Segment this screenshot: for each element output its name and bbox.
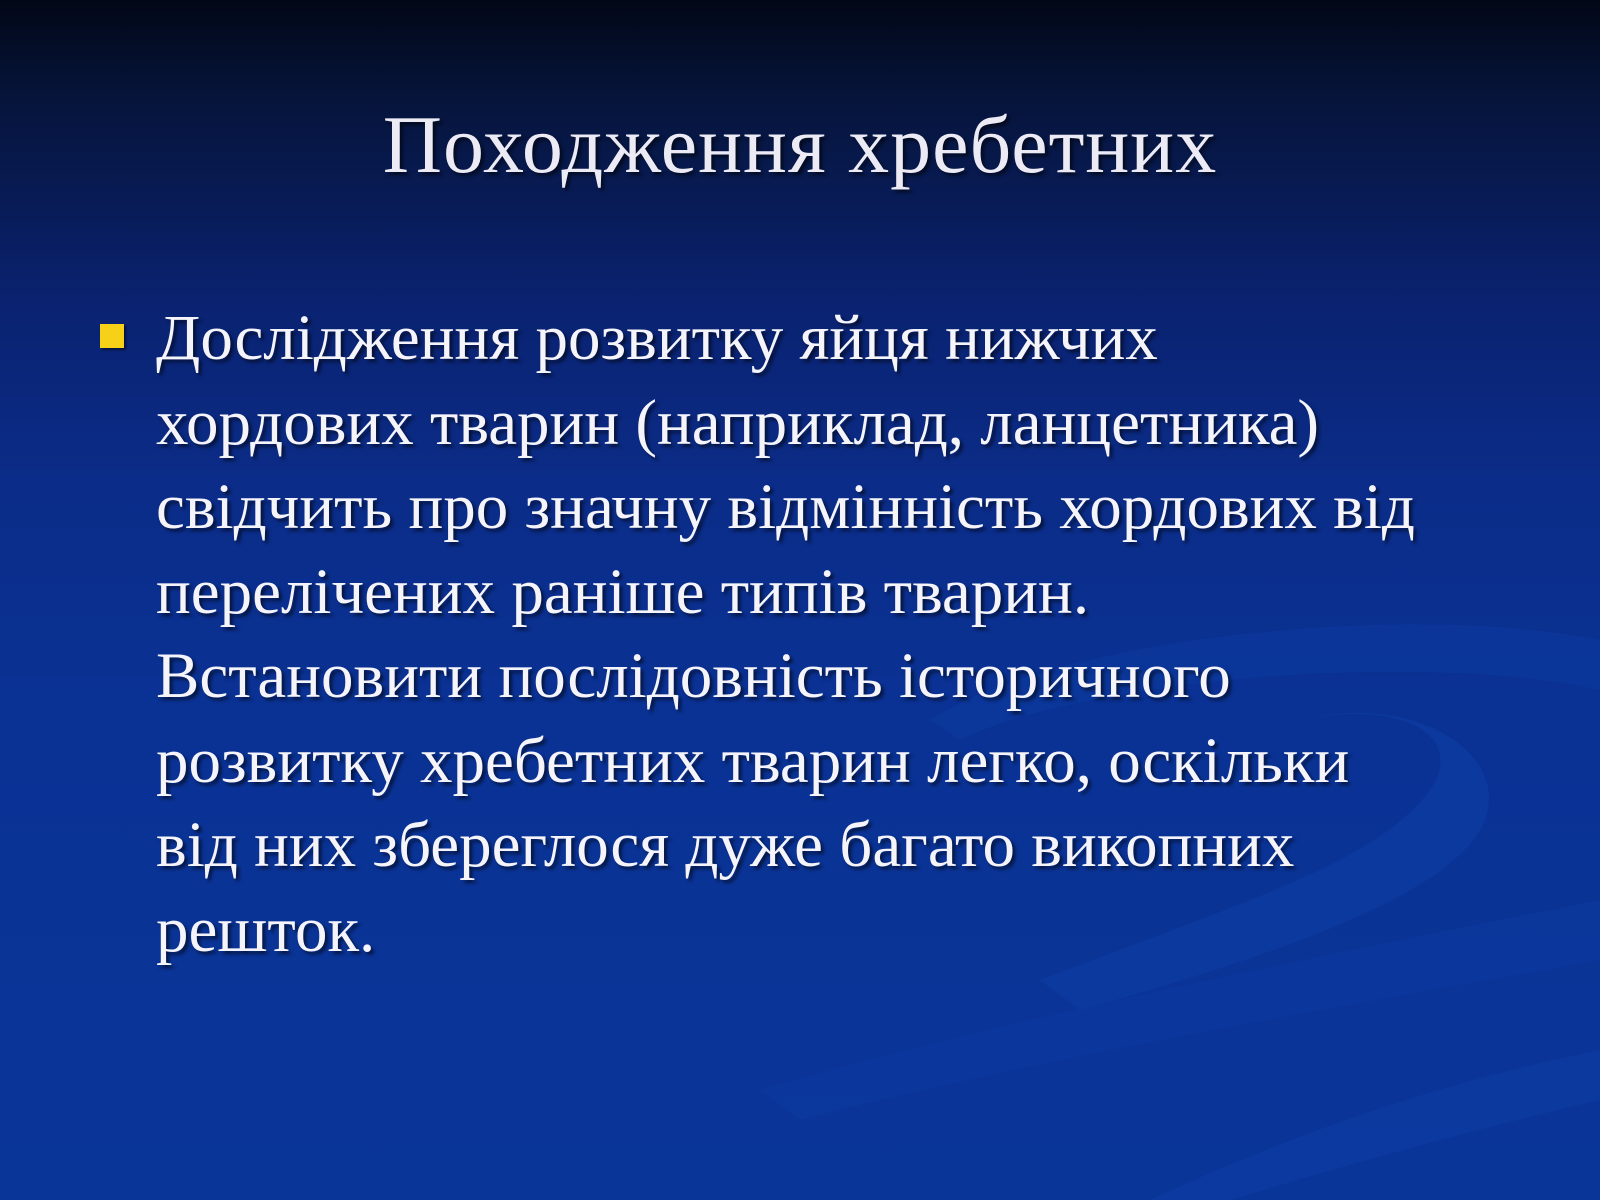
bullet-text-line: Встановити послідовність історичного <box>156 640 1231 712</box>
slide-title: Походження хребетних <box>382 99 1218 190</box>
bullet-text-line: перелічених раніше типів тварин. <box>156 555 1090 628</box>
bullet-text-line: хордових тварин (наприклад, ланцетника) <box>156 386 1320 459</box>
bullet-text-line: Дослідження розвитку яйця нижчих <box>156 302 1158 374</box>
bullet-text-line: від них збереглося дуже багато викопних <box>156 809 1295 881</box>
bullet-text-line: розвитку хребетних тварин легко, оскільки <box>156 724 1350 797</box>
bullet-text-line: свідчить про значну відмінність хордових від <box>156 471 1415 543</box>
square-bullet-icon <box>100 324 124 348</box>
bullet-text-line: решток. <box>156 893 376 966</box>
bullet-text <box>156 296 1496 972</box>
